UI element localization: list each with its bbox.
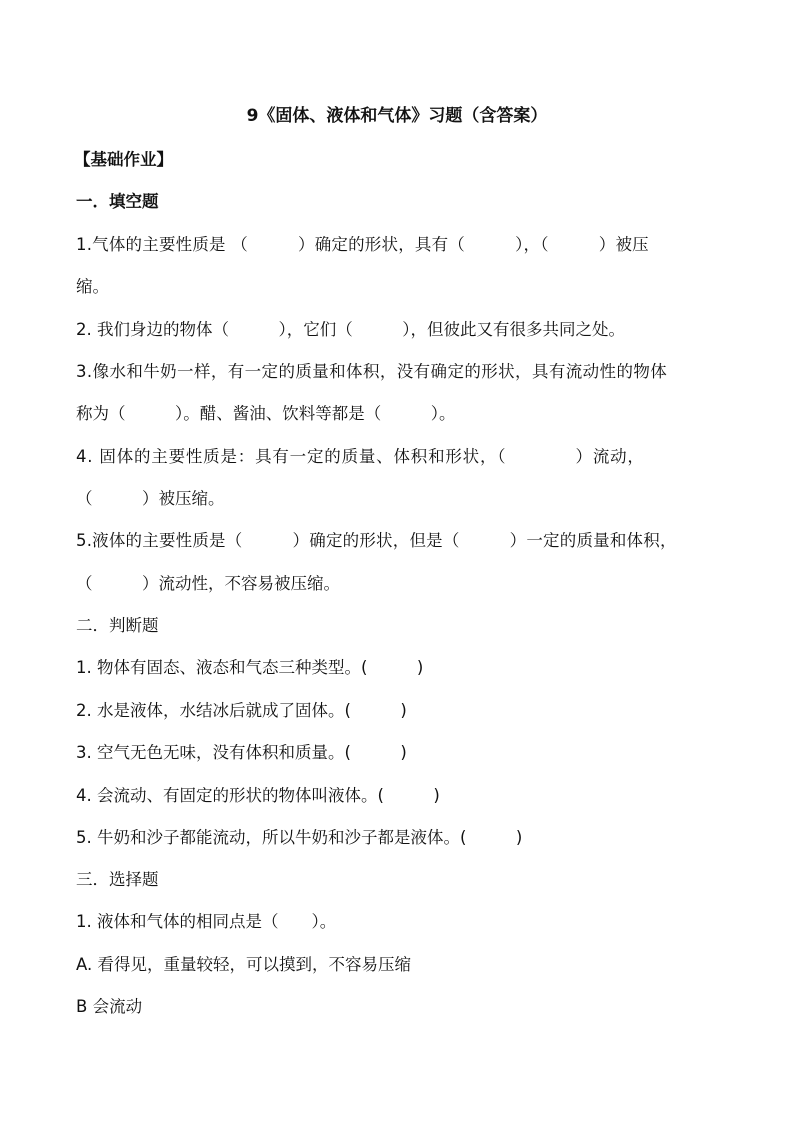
fill-question-4-line-2: （ ）被压缩。 xyxy=(76,489,225,508)
fill-question-1-line-1: 1.气体的主要性质是 （ ）确定的形状，具有（ ），（ ）被压 xyxy=(76,235,649,254)
true-false-item-1: 1. 物体有固态、液态和气态三种类型。( ) xyxy=(76,658,424,677)
fill-question-4-line-1: 4. 固体的主要性质是：具有一定的质量、体积和形状，（ ）流动， xyxy=(76,447,645,466)
true-false-item-5: 5. 牛奶和沙子都能流动，所以牛奶和沙子都是液体。( ) xyxy=(76,828,523,847)
fill-question-1-line-2: 缩。 xyxy=(76,277,109,296)
fill-question-5-line-2: （ ）流动性，不容易被压缩。 xyxy=(76,574,340,593)
fill-question-3-line-1: 3.像水和牛奶一样，有一定的质量和体积，没有确定的形状，具有流动性的物体 xyxy=(76,362,668,381)
choice-option-a: A. 看得见，重量较轻，可以摸到，不容易压缩 xyxy=(76,955,411,974)
fill-question-3-line-2: 称为（ ）。醋、酱油、饮料等都是（ ）。 xyxy=(76,404,456,423)
true-false-item-2: 2. 水是液体，水结冰后就成了固体。( ) xyxy=(76,701,407,720)
fill-question-2: 2. 我们身边的物体（ ），它们（ ），但彼此又有很多共同之处。 xyxy=(76,320,625,339)
choice-question-1: 1. 液体和气体的相同点是（ ）。 xyxy=(76,912,337,931)
page-title: 9《固体、液体和气体》习题（含答案） xyxy=(246,106,548,126)
section-heading-true-false: 二．判断题 xyxy=(76,616,159,635)
section-heading-multiple-choice: 三．选择题 xyxy=(76,870,159,889)
fill-question-5-line-1: 5.液体的主要性质是（ ）确定的形状，但是（ ）一定的质量和体积， xyxy=(76,531,677,550)
section-heading-fill-in: 一．填空题 xyxy=(76,192,159,211)
true-false-item-3: 3. 空气无色无味，没有体积和质量。( ) xyxy=(76,743,407,762)
section-heading-basic: 【基础作业】 xyxy=(74,150,173,169)
choice-option-b: B 会流动 xyxy=(76,997,143,1016)
true-false-item-4: 4. 会流动、有固定的形状的物体叫液体。( ) xyxy=(76,786,440,805)
